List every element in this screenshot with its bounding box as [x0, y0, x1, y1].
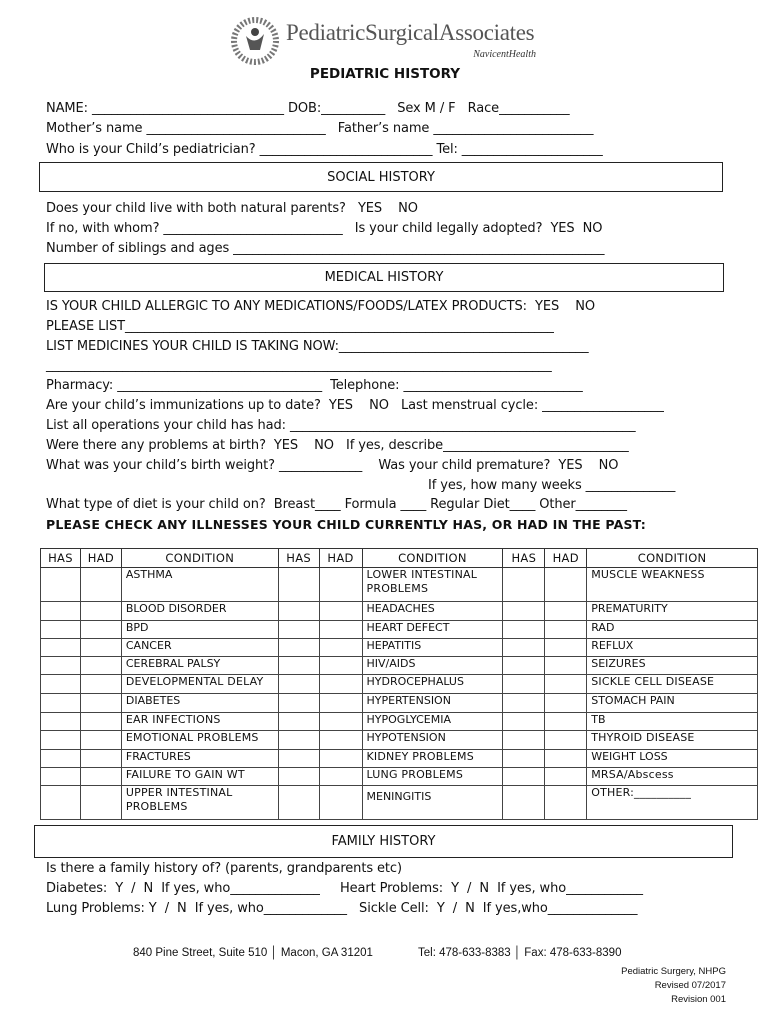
has-checkbox[interactable]	[278, 675, 319, 694]
condition-cell: MRSA/Abscess	[587, 768, 758, 786]
had-checkbox[interactable]	[319, 731, 362, 750]
col-header-has: HAS	[503, 549, 545, 568]
condition-cell: LUNG PROBLEMS	[362, 768, 503, 786]
has-checkbox[interactable]	[41, 621, 81, 639]
has-checkbox[interactable]	[41, 750, 81, 768]
table-row	[41, 713, 758, 731]
has-checkbox[interactable]	[278, 639, 319, 657]
footer-revised: Revised 07/2017	[654, 980, 726, 991]
col-header-condition: CONDITION	[121, 549, 278, 568]
patient-line-pediatrician[interactable]: Who is your Child’s pediatrician? ___________________________ Tel: ______________________	[46, 142, 603, 157]
had-checkbox[interactable]	[319, 602, 362, 621]
medical-line[interactable]: LIST MEDICINES YOUR CHILD IS TAKING NOW:_______________________________________	[46, 339, 589, 354]
has-checkbox[interactable]	[41, 675, 81, 694]
table-row	[41, 657, 758, 675]
condition-cell: MUSCLE WEAKNESS	[587, 568, 758, 602]
table-row	[41, 639, 758, 657]
has-checkbox[interactable]	[503, 731, 545, 750]
table-row	[41, 750, 758, 768]
medical-history-heading: MEDICAL HISTORY	[324, 270, 444, 285]
col-header-condition: CONDITION	[362, 549, 503, 568]
had-checkbox[interactable]	[80, 694, 121, 713]
has-checkbox[interactable]	[503, 639, 545, 657]
medical-line[interactable]: IS YOUR CHILD ALLERGIC TO ANY MEDICATIONS/FOODS/LATEX PRODUCTS: YES NO	[46, 299, 596, 314]
had-checkbox[interactable]	[80, 602, 121, 621]
has-checkbox[interactable]	[503, 657, 545, 675]
condition-cell: SEIZURES	[587, 657, 758, 675]
logo-emblem-icon	[230, 16, 280, 66]
has-checkbox[interactable]	[41, 694, 81, 713]
medical-history-header	[44, 263, 724, 292]
col-header-condition: CONDITION	[587, 549, 758, 568]
had-checkbox[interactable]	[545, 768, 587, 786]
condition-cell: UPPER INTESTINAL PROBLEMS	[121, 786, 278, 820]
medical-line[interactable]: _______________________________________________________________________________	[46, 358, 552, 373]
had-checkbox[interactable]	[80, 675, 121, 694]
family-line[interactable]: Lung Problems: Y / N If yes, who_____________ Sickle Cell: Y / N If yes,who______________	[46, 901, 638, 916]
medical-line[interactable]: If yes, how many weeks ______________	[428, 478, 676, 493]
has-checkbox[interactable]	[278, 694, 319, 713]
had-checkbox[interactable]	[80, 786, 121, 820]
col-header-has: HAS	[41, 549, 81, 568]
had-checkbox[interactable]	[545, 675, 587, 694]
had-checkbox[interactable]	[319, 694, 362, 713]
has-checkbox[interactable]	[41, 639, 81, 657]
other-condition-field[interactable]: OTHER:__________	[587, 786, 758, 820]
condition-cell: HEART DEFECT	[362, 621, 503, 639]
condition-cell: FAILURE TO GAIN WT	[121, 768, 278, 786]
table-row	[41, 568, 758, 602]
had-checkbox[interactable]	[80, 568, 121, 602]
logo-name: PediatricSurgicalAssociates	[286, 20, 535, 45]
had-checkbox[interactable]	[545, 786, 587, 820]
medical-line[interactable]: PLEASE LIST___________________________________________________________________	[46, 319, 554, 334]
condition-cell: DIABETES	[121, 694, 278, 713]
condition-cell: EMOTIONAL PROBLEMS	[121, 731, 278, 750]
had-checkbox[interactable]	[545, 602, 587, 621]
had-checkbox[interactable]	[545, 657, 587, 675]
table-row	[41, 675, 758, 694]
has-checkbox[interactable]	[503, 768, 545, 786]
had-checkbox[interactable]	[319, 750, 362, 768]
social-line[interactable]: Does your child live with both natural parents? YES NO	[46, 201, 418, 216]
family-line: Is there a family history of? (parents, grandparents etc)	[46, 861, 402, 876]
logo	[230, 16, 550, 66]
condition-cell: LOWER INTESTINAL PROBLEMS	[362, 568, 503, 602]
footer-org: Pediatric Surgery, NHPG	[621, 966, 726, 977]
had-checkbox[interactable]	[319, 675, 362, 694]
has-checkbox[interactable]	[278, 731, 319, 750]
had-checkbox[interactable]	[80, 621, 121, 639]
social-history-heading: SOCIAL HISTORY	[327, 169, 435, 185]
has-checkbox[interactable]	[278, 713, 319, 731]
has-checkbox[interactable]	[41, 731, 81, 750]
condition-cell: EAR INFECTIONS	[121, 713, 278, 731]
condition-cell: SICKLE CELL DISEASE	[587, 675, 758, 694]
table-row	[41, 621, 758, 639]
condition-cell: BLOOD DISORDER	[121, 602, 278, 621]
condition-cell: TB	[587, 713, 758, 731]
family-line[interactable]: Diabetes: Y / N If yes, who______________ Heart Problems: Y / N If yes, who____________	[46, 881, 643, 896]
has-checkbox[interactable]	[278, 657, 319, 675]
family-history-heading: FAMILY HISTORY	[331, 834, 436, 849]
had-checkbox[interactable]	[80, 768, 121, 786]
has-checkbox[interactable]	[41, 713, 81, 731]
condition-cell: HYPOGLYCEMIA	[362, 713, 503, 731]
condition-cell: STOMACH PAIN	[587, 694, 758, 713]
had-checkbox[interactable]	[545, 639, 587, 657]
had-checkbox[interactable]	[319, 621, 362, 639]
condition-cell: MENINGITIS	[362, 786, 503, 820]
condition-cell: BPD	[121, 621, 278, 639]
had-checkbox[interactable]	[80, 731, 121, 750]
condition-cell: WEIGHT LOSS	[587, 750, 758, 768]
footer-address: 840 Pine Street, Suite 510 │ Macon, GA 31201	[133, 947, 373, 959]
social-line[interactable]: If no, with whom? ____________________________ Is your child legally adopted? YES NO	[46, 221, 603, 236]
had-checkbox[interactable]	[319, 768, 362, 786]
medical-line[interactable]: What was your child’s birth weight? _____________ Was your child premature? YES NO	[46, 458, 619, 473]
has-checkbox[interactable]	[503, 602, 545, 621]
table-row	[41, 602, 758, 621]
condition-cell: HEADACHES	[362, 602, 503, 621]
table-row	[41, 694, 758, 713]
had-checkbox[interactable]	[545, 694, 587, 713]
has-checkbox[interactable]	[503, 694, 545, 713]
has-checkbox[interactable]	[41, 602, 81, 621]
patient-line-name[interactable]: NAME: ______________________________ DOB:__________ Sex M / F Race___________	[46, 101, 570, 116]
has-checkbox[interactable]	[503, 786, 545, 820]
logo-subtitle: NavicentHealth	[473, 49, 536, 60]
table-row	[41, 786, 758, 820]
footer-revision: Revision 001	[671, 994, 726, 1005]
has-checkbox[interactable]	[278, 768, 319, 786]
col-header-had: HAD	[80, 549, 121, 568]
condition-cell: HIV/AIDS	[362, 657, 503, 675]
has-checkbox[interactable]	[278, 786, 319, 820]
conditions-table	[40, 548, 758, 820]
had-checkbox[interactable]	[319, 786, 362, 820]
had-checkbox[interactable]	[545, 750, 587, 768]
has-checkbox[interactable]	[41, 568, 81, 602]
had-checkbox[interactable]	[545, 713, 587, 731]
had-checkbox[interactable]	[80, 750, 121, 768]
condition-cell: KIDNEY PROBLEMS	[362, 750, 503, 768]
condition-cell: HYPOTENSION	[362, 731, 503, 750]
condition-cell: RAD	[587, 621, 758, 639]
has-checkbox[interactable]	[503, 750, 545, 768]
col-header-has: HAS	[278, 549, 319, 568]
medical-line[interactable]: What type of diet is your child on? Breast____ Formula ____ Regular Diet____ Other________	[46, 497, 627, 512]
had-checkbox[interactable]	[545, 621, 587, 639]
condition-cell: REFLUX	[587, 639, 758, 657]
has-checkbox[interactable]	[278, 750, 319, 768]
had-checkbox[interactable]	[319, 639, 362, 657]
had-checkbox[interactable]	[80, 657, 121, 675]
had-checkbox[interactable]	[545, 568, 587, 602]
medical-line[interactable]: Are your child’s immunizations up to date? YES NO Last menstrual cycle: ___________________	[46, 398, 664, 413]
has-checkbox[interactable]	[503, 621, 545, 639]
had-checkbox[interactable]	[80, 639, 121, 657]
condition-cell: DEVELOPMENTAL DELAY	[121, 675, 278, 694]
condition-cell: HEPATITIS	[362, 639, 503, 657]
has-checkbox[interactable]	[503, 675, 545, 694]
medical-line[interactable]: Were there any problems at birth? YES NO If yes, describe_____________________________	[46, 438, 629, 453]
has-checkbox[interactable]	[503, 713, 545, 731]
patient-line-parents[interactable]: Mother’s name ____________________________ Father’s name _________________________	[46, 121, 594, 136]
had-checkbox[interactable]	[319, 713, 362, 731]
table-row	[41, 768, 758, 786]
has-checkbox[interactable]	[41, 657, 81, 675]
medical-line[interactable]: Pharmacy: ________________________________ Telephone: ____________________________	[46, 378, 583, 393]
condition-cell: CANCER	[121, 639, 278, 657]
col-header-had: HAD	[545, 549, 587, 568]
condition-cell: HYDROCEPHALUS	[362, 675, 503, 694]
col-header-had: HAD	[319, 549, 362, 568]
has-checkbox[interactable]	[503, 568, 545, 602]
table-row	[41, 731, 758, 750]
social-line[interactable]: Number of siblings and ages __________________________________________________________	[46, 241, 605, 256]
has-checkbox[interactable]	[41, 768, 81, 786]
had-checkbox[interactable]	[319, 657, 362, 675]
had-checkbox[interactable]	[545, 731, 587, 750]
medical-line[interactable]: List all operations your child has had: ______________________________________________________	[46, 418, 636, 433]
has-checkbox[interactable]	[41, 786, 81, 820]
has-checkbox[interactable]	[278, 621, 319, 639]
condition-cell: THYROID DISEASE	[587, 731, 758, 750]
condition-cell: FRACTURES	[121, 750, 278, 768]
conditions-header-row	[41, 549, 758, 568]
condition-cell: ASTHMA	[121, 568, 278, 602]
has-checkbox[interactable]	[278, 602, 319, 621]
condition-cell: CEREBRAL PALSY	[121, 657, 278, 675]
has-checkbox[interactable]	[278, 568, 319, 602]
condition-cell: PREMATURITY	[587, 602, 758, 621]
footer-phone: Tel: 478-633-8383 │ Fax: 478-633-8390	[418, 947, 622, 959]
had-checkbox[interactable]	[319, 568, 362, 602]
illness-check-heading: PLEASE CHECK ANY ILLNESSES YOUR CHILD CURRENTLY HAS, OR HAD IN THE PAST:	[46, 517, 646, 532]
family-history-header	[34, 825, 733, 858]
page-title: PEDIATRIC HISTORY	[309, 66, 461, 82]
social-history-header	[39, 162, 723, 192]
had-checkbox[interactable]	[80, 713, 121, 731]
condition-cell: HYPERTENSION	[362, 694, 503, 713]
